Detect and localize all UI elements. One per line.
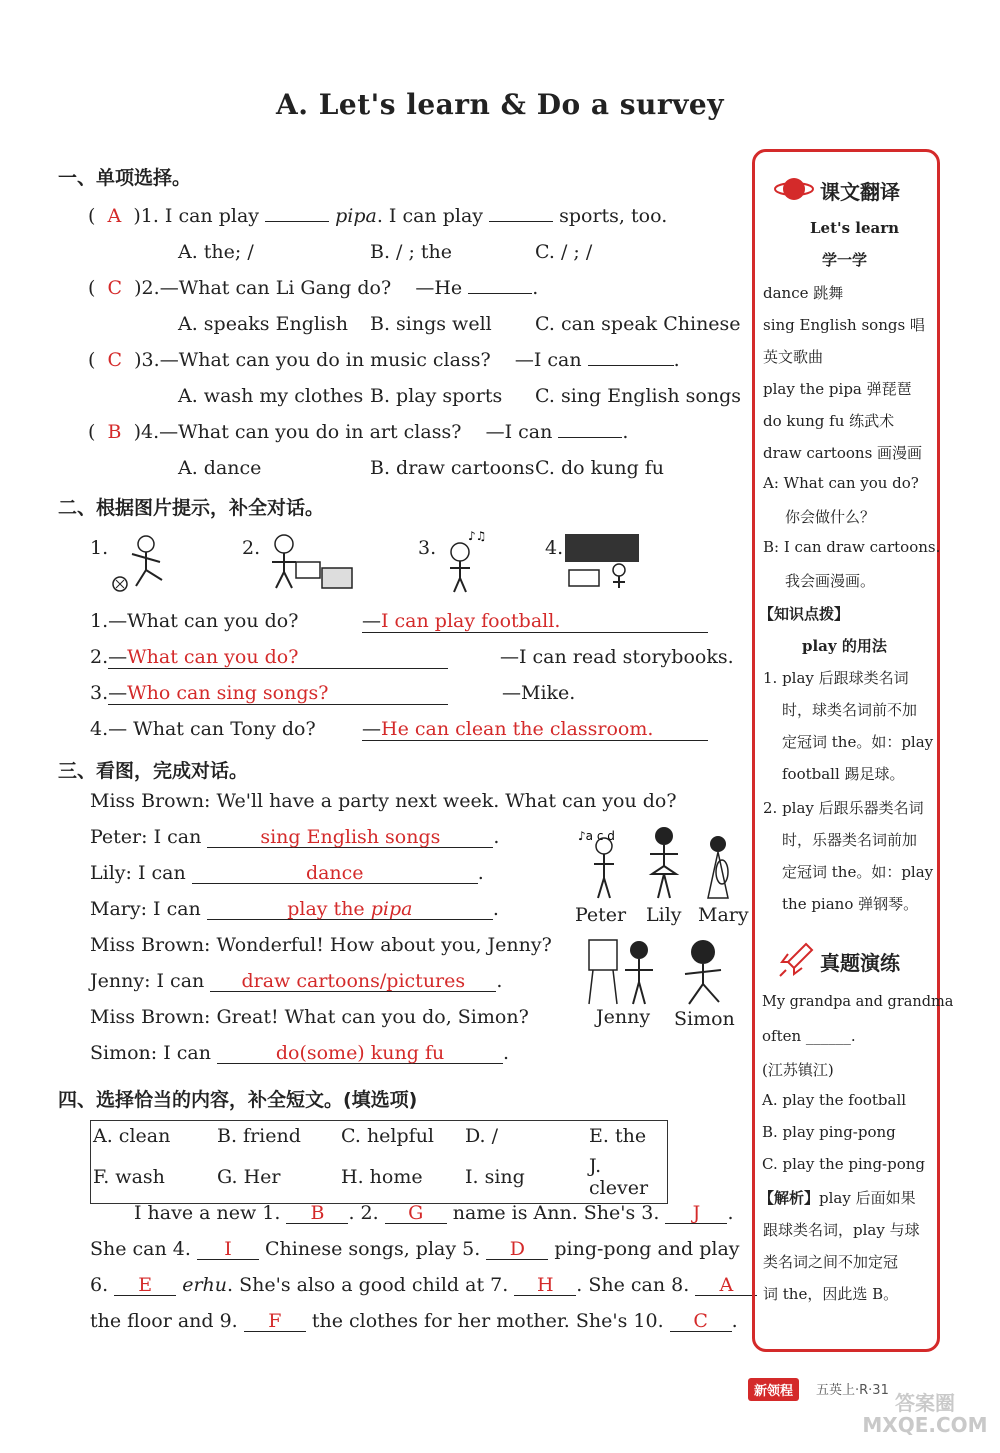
sidebar-line: draw cartoons 画漫画 (763, 444, 923, 462)
q3-option-b: B. play sports (370, 385, 503, 407)
q1-option-b: B. / ; the (370, 241, 453, 263)
name-simon: Simon (674, 1008, 735, 1030)
q3-option-c: C. sing English songs (535, 385, 741, 407)
option-j: J. clever (589, 1155, 649, 1199)
brand-badge: 新领程 (748, 1378, 799, 1401)
planet-icon (774, 172, 814, 206)
pic-num-2: 2. (242, 537, 261, 559)
option-g: G. Her (217, 1166, 281, 1188)
sidebar-play-usage: play 的用法 (802, 637, 887, 655)
sidebar-line: 跟球类名词，play 与球 (763, 1221, 920, 1239)
option-e: E. the (589, 1125, 647, 1147)
sidebar-line: 时，乐器类名词前加 (782, 831, 918, 849)
rocket-icon (776, 940, 816, 980)
q1-option-c: C. / ; / (535, 241, 593, 263)
sidebar-line: 定冠词 the。如：play (782, 733, 934, 751)
q4-option-c: C. do kung fu (535, 457, 665, 479)
passage-blank-10: C (670, 1311, 732, 1332)
passage-blank-5: D (486, 1239, 548, 1260)
passage-blank-7: H (514, 1275, 576, 1296)
question-2: ( C )2.—What can Li Gang do? —He . (88, 277, 539, 299)
passage-line-3: 6. E erhu. She's also a good child at 7. H . She can 8. A (90, 1274, 757, 1296)
answer-2: C (107, 277, 123, 299)
sidebar-line: B: I can draw cartoons. (763, 538, 941, 556)
answer-1: A (107, 205, 122, 227)
q1-option-a: A. the; / (178, 241, 254, 263)
sidebar-line: often ______. (762, 1027, 856, 1045)
reading-girl-illustration (262, 532, 358, 594)
watermark: 答案圈 MXQE.COM (862, 1391, 988, 1437)
miss-brown-wonderful: Miss Brown: Wonderful! How about you, Jenny? (90, 934, 552, 956)
dialog-2-right: —I can read storybooks. (500, 646, 734, 668)
sidebar-line: 你会做什么？ (785, 508, 876, 526)
option-d: D. / (465, 1125, 499, 1147)
passage-line-2: She can 4. I Chinese songs, play 5. D ping-pong and play (90, 1238, 740, 1260)
section-4-heading: 四、选择恰当的内容，补全短文。(填选项) (58, 1089, 418, 1111)
sidebar-line: 英文歌曲 (763, 348, 824, 366)
sidebar-line: 类名词之间不加定冠 (763, 1253, 899, 1271)
peter-line: Peter: I can sing English songs . (90, 826, 500, 848)
lily-line: Lily: I can dance . (90, 862, 484, 884)
q3-option-a: A. wash my clothes (178, 385, 364, 407)
blank (489, 221, 553, 222)
passage-line-1: I have a new 1. B . 2. G name is Ann. She's 3. J . (134, 1202, 734, 1224)
blank (558, 437, 622, 438)
section-3-heading: 三、看图，完成对话。 (58, 760, 249, 782)
dialog-3-left: 3.—Who can sing songs? (90, 682, 448, 705)
passage-blank-8: A (695, 1275, 757, 1296)
sidebar-line: the piano 弹钢琴。 (782, 895, 919, 913)
option-h: H. home (341, 1166, 423, 1188)
pic-num-3: 3. (418, 537, 437, 559)
option-f: F. wash (93, 1166, 165, 1188)
svg-text:♪a c d: ♪a c d (578, 829, 615, 843)
name-lily: Lily (646, 904, 682, 926)
q2-option-c: C. can speak Chinese (535, 313, 741, 335)
sidebar-line: sing English songs 唱 (763, 316, 925, 334)
mary-line: Mary: I can play the pipa . (90, 898, 499, 920)
sidebar-line: 定冠词 the。如：play (782, 863, 934, 881)
section-1-heading: 一、单项选择。 (58, 167, 192, 189)
football-boy-illustration (108, 532, 178, 594)
sidebar-line: football 踢足球。 (782, 765, 905, 783)
blank (265, 221, 329, 222)
name-peter: Peter (575, 904, 627, 926)
sidebar-knowledge-label: 【知识点拨】 (759, 605, 850, 623)
passage-blank-1: B (286, 1203, 348, 1224)
q2-option-b: B. sings well (370, 313, 492, 335)
passage-blank-6: E (114, 1275, 176, 1296)
name-jenny: Jenny (596, 1006, 651, 1028)
section-2-heading: 二、根据图片提示，补全对话。 (58, 497, 325, 519)
passage-blank-2: G (385, 1203, 447, 1224)
miss-brown-intro: Miss Brown: We'll have a party next week. What can you do? (90, 790, 677, 812)
sidebar-line: 1. play 后跟球类名词 (763, 669, 909, 687)
sidebar-line: A. play the football (762, 1091, 907, 1109)
sidebar-line: 词 the，因此选 B。 (763, 1285, 899, 1303)
sidebar-line: dance 跳舞 (763, 284, 844, 302)
q2-option-a: A. speaks English (178, 313, 348, 335)
dialog-4-right: —He can clean the classroom. (362, 718, 708, 741)
pic-num-4: 4. (545, 537, 564, 559)
sidebar-line: do kung fu 练武术 (763, 412, 895, 430)
options-table (90, 1120, 668, 1204)
dialog-4-left: 4.— What can Tony do? (90, 718, 316, 740)
sidebar-line: 我会画漫画。 (785, 572, 876, 590)
q4-option-b: B. draw cartoons (370, 457, 535, 479)
blank (468, 293, 532, 294)
sidebar-line: A: What can you do? (763, 474, 919, 492)
passage-blank-9: F (244, 1311, 306, 1332)
sidebar-line: 2. play 后跟乐器类名词 (763, 799, 924, 817)
name-mary: Mary (698, 904, 749, 926)
classroom-illustration (563, 532, 641, 594)
dialog-1-left: 1.—What can you do? (90, 610, 299, 632)
passage-line-4: the floor and 9. F the clothes for her mother. She's 10. C . (90, 1310, 738, 1332)
sidebar-line: B. play ping-pong (762, 1123, 896, 1141)
sidebar-xue: 学一学 (822, 251, 868, 269)
simon-line: Simon: I can do(some) kung fu . (90, 1042, 510, 1064)
sidebar-lets-learn: Let's learn (810, 219, 900, 237)
miss-brown-great: Miss Brown: Great! What can you do, Simon? (90, 1006, 529, 1028)
sidebar-heading-practice: 真题演练 (820, 951, 900, 975)
singing-boy-illustration (438, 530, 488, 594)
peter-lily-mary-illustration (572, 822, 742, 902)
sidebar-line: C. play the ping-pong (762, 1155, 926, 1173)
option-a: A. clean (93, 1125, 171, 1147)
passage-blank-3: J (665, 1203, 727, 1224)
question-1: ( A )1. I can play pipa. I can play sports, too. (88, 205, 668, 227)
sidebar-line: 时，球类名词前不加 (782, 701, 918, 719)
page-title: A. Let's learn & Do a survey (275, 88, 725, 121)
option-b: B. friend (217, 1125, 301, 1147)
pic-num-1: 1. (90, 537, 109, 559)
jenny-line: Jenny: I can draw cartoons/pictures . (90, 970, 503, 992)
svg-text:♪♫: ♪♫ (468, 530, 487, 543)
sidebar-analysis: 【解析】play 后面如果 (759, 1189, 916, 1207)
blank (588, 365, 674, 366)
sidebar-line: (江苏镇江) (762, 1061, 834, 1079)
question-4: ( B )4.—What can you do in art class? —I can . (88, 421, 629, 443)
option-i: I. sing (465, 1166, 525, 1188)
dialog-3-right: —Mike. (502, 682, 576, 704)
option-c: C. helpful (341, 1125, 435, 1147)
page-number: 五英上·R·31 (816, 1383, 889, 1398)
sidebar-line: play the pipa 弹琵琶 (763, 380, 912, 398)
q4-option-a: A. dance (178, 457, 262, 479)
question-3: ( C )3.—What can you do in music class? —I can . (88, 349, 680, 371)
sidebar-heading-translation: 课文翻译 (820, 180, 900, 204)
jenny-simon-illustration (585, 934, 745, 1006)
answer-3: C (107, 349, 123, 371)
sidebar-line: My grandpa and grandma (762, 994, 954, 1010)
dialog-2-left: 2.—What can you do? (90, 646, 448, 669)
passage-blank-4: I (197, 1239, 259, 1260)
answer-4: B (107, 421, 122, 443)
dialog-1-right: —I can play football. (362, 610, 708, 633)
